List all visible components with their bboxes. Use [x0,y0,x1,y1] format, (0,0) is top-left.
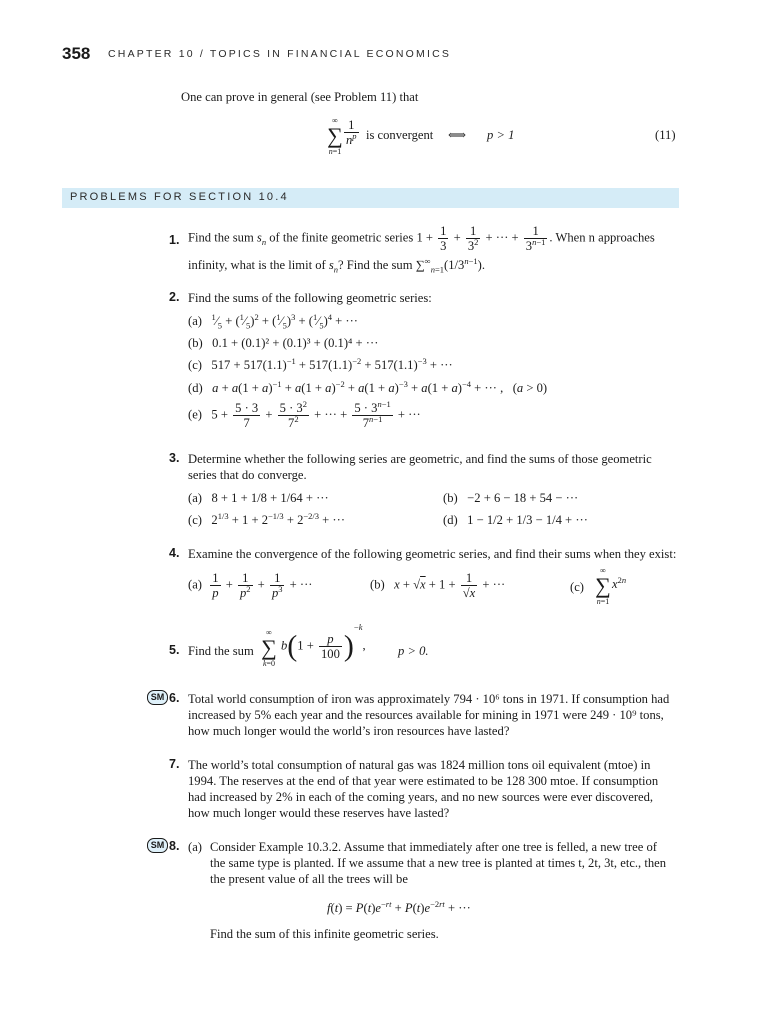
section-title: PROBLEMS FOR SECTION 10.4 [70,191,289,203]
problem-6-line-1: Total world consumption of iron was approximately 794 · 10⁶ tons in 1971. If consumption had [188,692,670,706]
problem-7-line-2: 1994. The reserves at the end of that year were estimated to be 128 300 mtoe. If consumption [188,774,659,788]
sum-symbol: ∞ ∑ n=1 [327,116,343,156]
equation-is-convergent: is convergent [366,128,434,142]
problem-3c: (c) $2^{1/3} + 1 + 2^{-1/3} + 2^{-2/3}$ + ··· [188,510,346,527]
problem-8-line-3: the present value of all the trees will be [210,872,408,886]
equation-condition: p > 1 [487,128,515,142]
problem-1-line-1: Find the sum $s_n$ of the finite geometric series 1 + $\frac{1}{3}$ + $\frac{1}{3^2}$ + ··· + $\frac{1}{3^{n-1}}$ . When n approaches [188,224,655,253]
section-header-band [62,188,679,208]
problem-1-line-2: infinity, what is the limit of $s_n$? Find the sum $\sum^\infty_{n=1}(1/3^{n-1})$. [188,255,485,275]
sm-badge: SM [147,838,168,853]
problem-5-term: b(1 + $\frac{p}{100}$ )$^{-k}$, [281,622,366,663]
problem-8-line-2: the same type is planted. If we assume that a new tree is planted at times t, 2t, 3t, etc., then [210,856,667,870]
problem-5-text: Find the sum [188,644,254,658]
problem-number: 2. [169,290,180,304]
problem-8-equation: $f(t) = P(t)e^{-rt} + P(t)e^{-2rt}$ + ··· [327,898,471,915]
problem-7-line-1: The world’s total consumption of natural gas was 1824 million tons oil equivalent (mtoe) in [188,758,651,772]
problem-number: 1. [169,233,180,247]
problem-3b: (b) −2 + 6 − 18 + 54 − ··· [443,491,579,505]
problem-6-line-2: increased by 5% each year and the resources available for mining in 1971 were 249 · 10⁹ tons, [188,708,664,722]
running-header: CHAPTER 10 / TOPICS IN FINANCIAL ECONOMICS [108,48,452,60]
problem-number: 6. [169,691,180,705]
problem-8-last-line: Find the sum of this infinite geometric series. [210,927,439,941]
problem-2-text: Find the sums of the following geometric series: [188,291,432,305]
sum-symbol: ∞ ∑ n=1 [595,566,611,606]
problem-number: 7. [169,757,180,771]
equation-number: (11) [655,128,676,142]
problem-2d: (d) $a + a(1 + a)^{-1} + a(1 + a)^{-2} + a(1 + a)^{-3} + a(1 + a)^{-4}$ + ··· , (a > 0) [188,378,548,395]
problem-5-condition: p > 0. [398,644,429,658]
problem-8-line-1: Consider Example 10.3.2. Assume that immediately after one tree is felled, a new tree of [210,840,657,854]
problem-number: 3. [169,451,180,465]
problem-3-line-2: series that do converge. [188,468,307,482]
problem-6-line-3: how much longer would the world’s iron resources have lasted? [188,724,510,738]
problem-7-line-3: had increased by 2% in each of the coming years, and no new sources were ever discovered, [188,790,654,804]
problem-3-line-1: Determine whether the following series are geometric, and find the sums of those geometric [188,452,652,466]
problem-number: 8. [169,839,180,853]
problem-2e: (e) 5 + $\frac{5 \cdot 3}{7}$ + $\frac{5 \cdot 3^2}{7^2}$ + ··· + $\frac{5 \cdot 3^{n-1}}{7^{n-1}}$ + ··· [188,398,421,430]
problem-8-part-label: (a) [188,840,202,854]
iff-arrow: ⟺ [448,128,467,142]
problem-4a: (a) $\frac{1}{p}$ + $\frac{1}{p^2}$ + $\frac{1}{p^3}$ + ··· [188,571,313,600]
problem-2b: (b) 0.1 + (0.1)² + (0.1)³ + (0.1)⁴ + ··· [188,336,379,350]
problem-4c-term: $x^{2n}$ [612,574,627,591]
problem-7-line-4: how much longer would these reserves have lasted? [188,806,450,820]
problem-4-text: Examine the convergence of the following geometric series, and find their sums when they exist: [188,547,677,561]
problem-number: 4. [169,546,180,560]
problem-3a: (a) 8 + 1 + 1/8 + 1/64 + ··· [188,491,329,505]
problem-3d: (d) 1 − 1/2 + 1/3 − 1/4 + ··· [443,513,588,527]
problem-4c-label: (c) [570,580,584,594]
sm-badge: SM [147,690,168,705]
problem-number: 5. [169,643,180,657]
intro-text: One can prove in general (see Problem 11) that [181,90,419,104]
page-number: 358 [62,44,91,63]
sum-symbol: ∞ ∑ k=0 [261,628,277,668]
problem-4b: (b) x + √x + 1 + $\frac{1}{√x}$ + ··· [370,571,506,600]
problem-2c: (c) $517 + 517(1.1)^{-1} + 517(1.1)^{-2} + 517(1.1)^{-3}$ + ··· [188,355,453,372]
fraction-1-over-n-p: $\frac{1}{n^p}$ [346,118,357,147]
problem-2a: (a) $^1⁄_5$ + $(^1⁄_5)^2$ + $(^1⁄_5)^3$ + $(^1⁄_5)^4$ + ··· [188,311,358,331]
